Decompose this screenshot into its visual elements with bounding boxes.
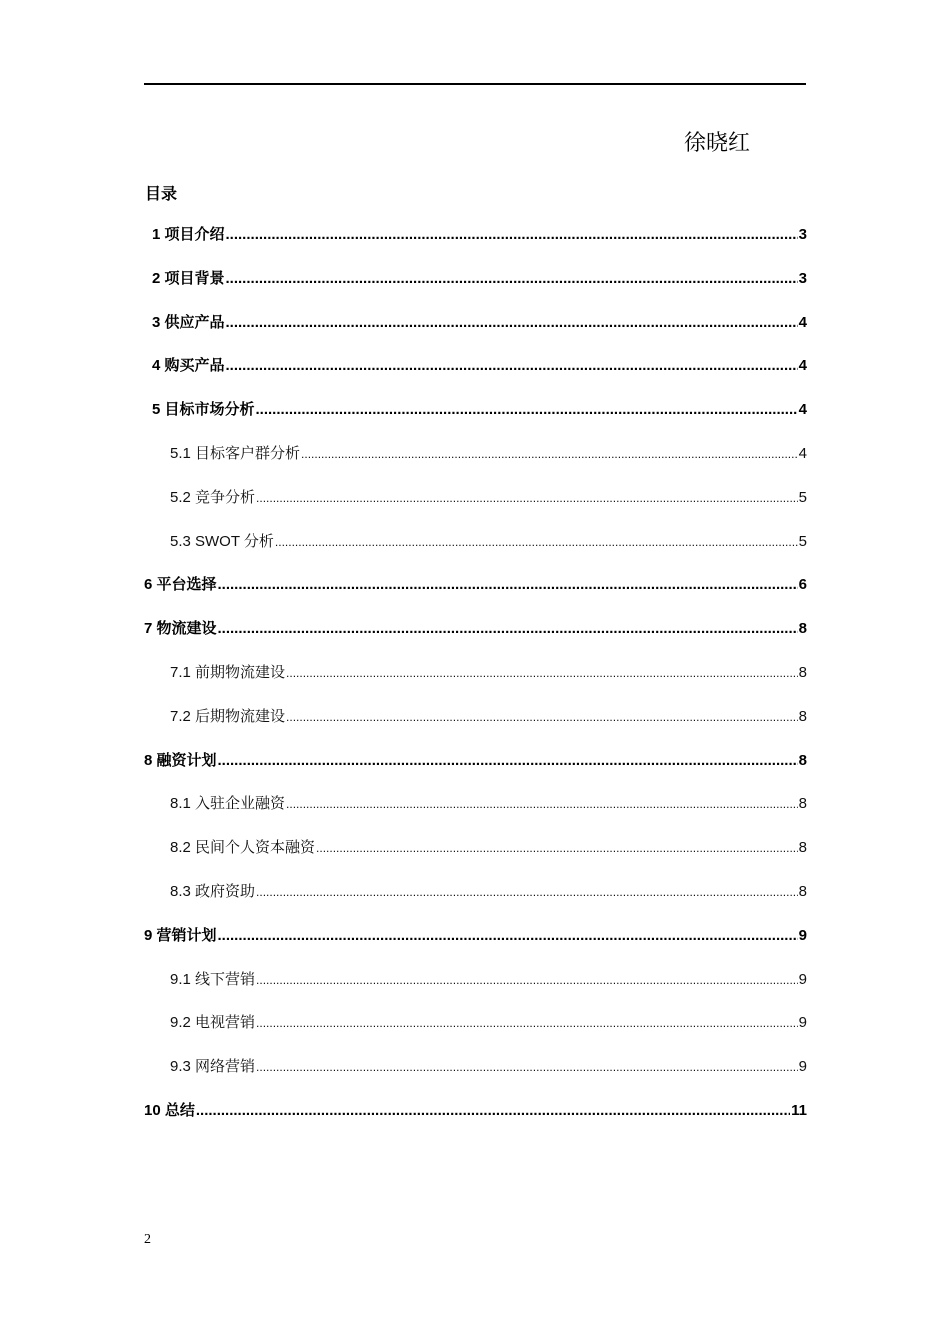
toc-entry-page: 4 — [798, 313, 807, 331]
toc-entry[interactable] — [144, 441, 807, 485]
dot-leader — [256, 879, 798, 905]
dot-leader — [256, 397, 798, 423]
toc-entry[interactable] — [144, 222, 807, 266]
toc-entry-label: 5.1 目标客户群分析 — [170, 444, 301, 462]
toc-entry[interactable] — [144, 529, 807, 573]
toc-entry[interactable] — [144, 791, 807, 835]
toc-heading: 目录 — [145, 186, 178, 203]
dot-leader — [316, 835, 798, 861]
toc-entry-page: 4 — [798, 401, 807, 419]
toc-entry-label: 8.1 入驻企业融资 — [170, 795, 286, 813]
toc-entry-label: 8 融资计划 — [144, 751, 217, 769]
toc-entry-page: 3 — [798, 226, 807, 243]
toc-entry-page: 8 — [798, 839, 807, 857]
toc-entry[interactable] — [144, 748, 807, 792]
toc-entry[interactable] — [144, 704, 807, 748]
dot-leader — [256, 1054, 798, 1080]
toc-entry[interactable] — [144, 616, 807, 660]
toc-entry[interactable] — [144, 660, 807, 704]
toc-entry-label: 8.2 民间个人资本融资 — [170, 839, 316, 857]
toc-entry[interactable] — [144, 266, 807, 310]
toc-entry[interactable] — [144, 923, 807, 967]
dot-leader — [218, 572, 798, 598]
toc-entry-label: 9.2 电视营销 — [170, 1014, 256, 1032]
toc-entry-page: 4 — [798, 357, 807, 375]
header-rule — [144, 83, 806, 85]
toc-entry[interactable] — [144, 353, 807, 397]
toc-entry-page: 8 — [798, 620, 807, 638]
dot-leader — [286, 660, 798, 686]
toc-entry-page: 8 — [798, 663, 807, 681]
toc-entry-page: 11 — [791, 1101, 807, 1119]
toc-entry-page: 5 — [798, 488, 807, 506]
dot-leader — [226, 353, 798, 379]
dot-leader — [218, 616, 798, 642]
dot-leader — [275, 529, 798, 555]
toc-entry-page: 9 — [798, 1014, 807, 1032]
toc-entry-page: 8 — [798, 795, 807, 813]
toc-entry[interactable] — [144, 1098, 807, 1142]
toc-entry[interactable] — [144, 485, 807, 529]
toc-entry-label: 1 项目介绍 — [152, 226, 225, 243]
toc-entry-page: 9 — [798, 1058, 807, 1076]
toc-entry-page: 9 — [798, 970, 807, 988]
dot-leader — [256, 967, 798, 993]
toc-entry[interactable] — [144, 879, 807, 923]
dot-leader — [226, 310, 798, 336]
toc-entry-label: 5.2 竞争分析 — [170, 488, 256, 506]
toc-entry-label: 5.3 SWOT 分析 — [170, 532, 274, 550]
toc-entry-label: 7.1 前期物流建设 — [170, 663, 286, 681]
toc-entry[interactable] — [144, 967, 807, 1011]
page-number: 2 — [144, 1232, 151, 1247]
toc-entry[interactable] — [144, 1054, 807, 1098]
toc-entry-label: 8.3 政府资助 — [170, 882, 256, 900]
toc-entry-label: 2 项目背景 — [152, 269, 225, 287]
toc-entry-page: 8 — [798, 707, 807, 725]
toc-entry-page: 4 — [798, 444, 807, 462]
dot-leader — [226, 222, 798, 248]
dot-leader — [196, 1098, 790, 1124]
dot-leader — [286, 704, 798, 730]
toc-entry-page: 8 — [798, 882, 807, 900]
toc-entry-page: 3 — [798, 269, 807, 287]
toc-entry-label: 3 供应产品 — [152, 313, 225, 331]
toc-entry-page: 6 — [798, 576, 807, 594]
toc-entry-label: 7 物流建设 — [144, 620, 217, 638]
toc-entry-page: 9 — [798, 926, 807, 944]
dot-leader — [218, 923, 798, 949]
dot-leader — [286, 791, 798, 817]
dot-leader — [256, 485, 798, 511]
toc-entry-label: 7.2 后期物流建设 — [170, 707, 286, 725]
toc-entry[interactable] — [144, 1010, 807, 1054]
dot-leader — [218, 748, 798, 774]
toc-entry-page: 8 — [798, 751, 807, 769]
toc-entry-label: 10 总结 — [144, 1101, 195, 1119]
toc-entry-label: 9 营销计划 — [144, 926, 217, 944]
table-of-contents — [144, 222, 807, 1142]
dot-leader — [226, 266, 798, 292]
toc-entry[interactable] — [144, 572, 807, 616]
toc-entry[interactable] — [144, 835, 807, 879]
toc-entry-label: 4 购买产品 — [152, 357, 225, 375]
dot-leader — [256, 1010, 798, 1036]
dot-leader — [301, 441, 798, 467]
toc-entry-label: 9.3 网络营销 — [170, 1058, 256, 1076]
toc-entry-label: 6 平台选择 — [144, 576, 217, 594]
toc-entry[interactable] — [144, 310, 807, 354]
author-name: 徐晓红 — [684, 130, 751, 155]
toc-entry[interactable] — [144, 397, 807, 441]
toc-entry-label: 9.1 线下营销 — [170, 970, 256, 988]
toc-entry-page: 5 — [798, 532, 807, 550]
toc-entry-label: 5 目标市场分析 — [152, 401, 255, 419]
